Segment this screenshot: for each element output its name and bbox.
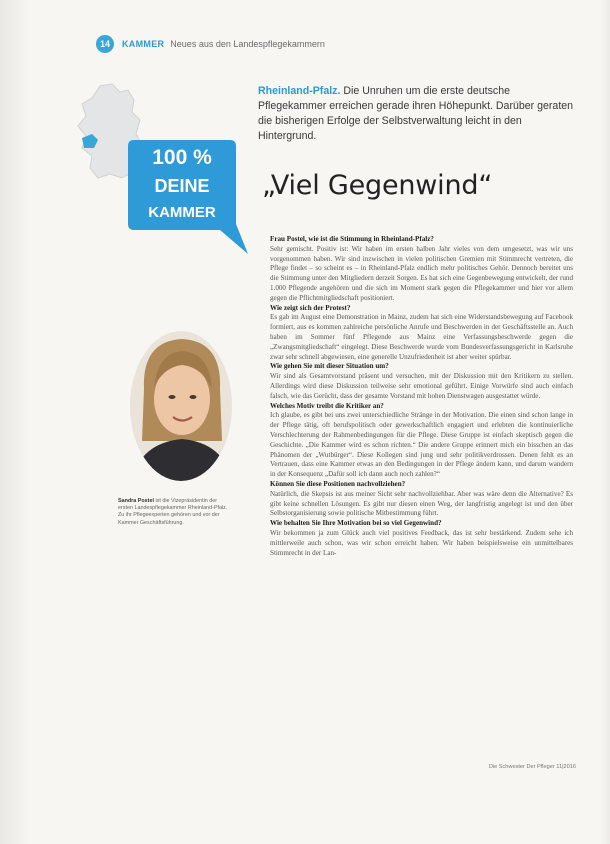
interview-question: Wie behalten Sie Ihre Motivation bei so viel Gegenwind? [270, 519, 442, 528]
intro-lead: Rheinland-Pfalz. [258, 85, 341, 97]
interview-question: Können Sie diese Positionen nachvollziehen? [270, 479, 406, 488]
caption-name: Sandra Postel [118, 498, 154, 504]
caption-text: ist die Vizepräsidentin der ersten Landespflegekammer Rheinland-Pfalz. Zu ihr Pflegeexperten gehören und vor der Kammer Geschäftsführung. [118, 498, 228, 526]
interview-question: Welches Motiv treibt die Kritiker an? [270, 401, 384, 410]
bubble-kammer: KAMMER [148, 204, 216, 221]
intro-text: Die Unruhen um die erste deutsche Pflegekammer erreichen gerade ihren Höhepunkt. Darüber geraten die bisherigen Erfolge der Selbstverwaltung leicht in den Hintergrund. [258, 85, 574, 142]
interview-question: Wie zeigt sich der Protest? [270, 303, 351, 312]
interview-answer: Sehr gemischt. Positiv ist: Wir haben im ersten halben Jahr vieles von dem umgesetzt, was wir uns vorgenommen haben. Wir sind inzwischen in vielen politischen Gremien mit Stimmrecht vertreten, die Pflege findet – so scheint es – in Rheinland-Pfalz endlich mehr politisches Gehör. Dennoch bereitet uns die Stimmung unter den Mitgliedern derzeit Sorgen. Es hat sich eine Gegenbewegung entwickelt, der rund 1.000 Pflegende angehören und die sich im Moment stark gegen die Pflegekammer und hier vor allem gegen die Pflichtmitgliedschaft positioniert. [270, 244, 573, 302]
article-title: „Viel Gegenwind“ [262, 170, 493, 201]
page-header [96, 34, 325, 54]
interview-body [270, 235, 573, 558]
bubble-deine: DEINE [154, 176, 210, 196]
speech-bubble [128, 140, 248, 255]
interview-answer: Ich glaube, es gibt bei uns zwei unterschiedliche Stränge in der Motivation. Die einen sind schon lange in der Pflege tätig, oft berufspolitisch oder gewerkschaftlich engagiert und erlebten die kontinuierliche Verschlechterung der Rahmenbedingungen für die Pflege. Diese Gruppe ist einfach skeptisch gegen die Geschichte. „Die Kammer wird es schon richten.“ Die andere Gruppe erinnert mich ein bisschen an das Phänomen der „Wutbürger“. Diese Kollegen sind jung und sehr politikverdrossen. Denen fehlt es an Vertrauen, dass eine Kammer etwas an den Bedingungen in der Pflege ändern kann, und darum wandern in der Konsequenz „Dafür soll ich dann auch noch zahlen?“ [270, 411, 573, 479]
portrait-photo [130, 331, 232, 481]
bubble-percent: 100 % [152, 146, 212, 169]
interview-answer: Wir sind als Gesamtvorstand präsent und versuchen, mit der Diskussion mit den Kritikern zu stellen. Allerdings wird diese Diskussion teilweise sehr emotional geführt. Einige Vorwürfe sind auch einfach falsch, wie das Gerücht, dass der gesamte Vorstand mit hohen Dienstwagen ausgestattet würde. [270, 372, 573, 400]
intro-paragraph [258, 84, 574, 144]
photo-caption [118, 498, 230, 527]
interview-answer: Es gab im August eine Demonstration in Mainz, zudem hat sich eine Widerstandsbewegung auf Facebook formiert, aus es kommen zahlreiche persönliche Anrufe und Beschwerden in der Geschäftsstelle an. Auch haben im Sommer fünf Pflegende aus Mainz eine Verfassungsbeschwerde gegen die „Zwangsmitgliedschaft“ eingelegt. Diese Beschwerde wurde vom Bundesverfassungsgericht in Karlsruhe zwar sehr schnell abgewiesen, eine generelle Unzufriedenheit ist aber weiter spürbar. [270, 313, 573, 361]
interview-answer: Wir bekommen ja zum Glück auch viel positives Feedback, das ist sehr bestärkend. Zudem sehe ich mittlerweile auch schon, was wir schon erreicht haben. Wir haben beispielsweise ein unmittelbares Stimmrecht in der Lan- [270, 528, 573, 557]
interview-question: Frau Postel, wie ist die Stimmung in Rheinland-Pfalz? [270, 235, 434, 243]
interview-question: Wie gehen Sie mit dieser Situation um? [270, 362, 389, 371]
interview-answer: Natürlich, die Skepsis ist aus meiner Sicht sehr nachvollziehbar. Aber was wäre denn die Alternative? Es gibt keine schnellen Lösungen. Es gibt nur diesen einen Weg, der langfristig angelegt ist und den über Selbstorganisierung sowie politische Mitbestimmung führt. [270, 489, 573, 518]
subsection-label: Neues aus den Landespflegekammern [170, 39, 325, 49]
section-label: KAMMER [122, 39, 165, 49]
page-footer: Die Schwester Der Pfleger 11|2016 [488, 764, 576, 770]
page-number-badge: 14 [96, 35, 114, 53]
